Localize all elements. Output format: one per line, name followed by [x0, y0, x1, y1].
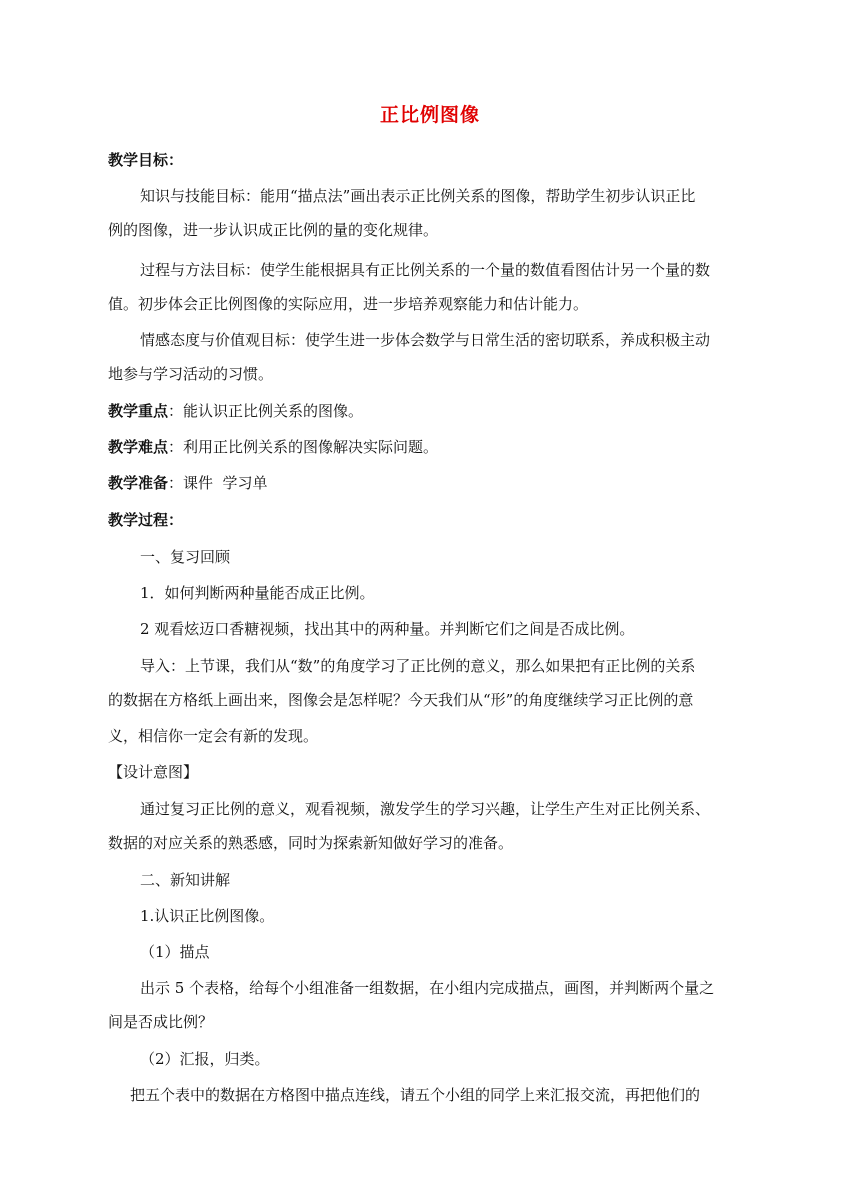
plot-line1: 出示 5 个表格，给每个小组准备一组数据，在小组内完成描点，画图，并判断两个量之 — [140, 979, 715, 997]
intro-line3: 义，相信你一定会有新的发现。 — [108, 727, 319, 745]
prep-line — [108, 466, 758, 500]
review-item-1: 1．如何判断两种量能否成正比例。 — [140, 584, 375, 602]
process-heading: 教学过程： — [108, 511, 184, 529]
new-item-1: 1.认识正比例图像。 — [140, 907, 275, 925]
new-heading: 二、新知讲解 — [140, 871, 231, 889]
plot-line2: 间是否成比例？ — [108, 1013, 214, 1031]
goal2-line1: 过程与方法目标：使学生能根据具有正比例关系的一个量的数值看图估计另一个量的数 — [140, 261, 711, 279]
intro-line2: 的数据在方格纸上画出来，图像会是怎样呢？今天我们从“形”的角度继续学习正比例的意 — [108, 691, 694, 709]
goal3-line2: 地参与学习活动的习惯。 — [108, 365, 274, 383]
design-line1: 通过复习正比例的意义，观看视频，激发学生的学习兴趣，让学生产生对正比例关系、 — [140, 800, 711, 818]
prep-label: 教学准备 — [108, 474, 169, 492]
new-sub-1: （1）描点 — [140, 943, 210, 961]
intro-line1: 导入：上节课，我们从“数”的角度学习了正比例的意义，那么如果把有正比例的关系 — [140, 657, 696, 675]
report-line1: 把五个表中的数据在方格图中描点连线，请五个小组的同学上来汇报交流，再把他们的 — [130, 1086, 701, 1104]
focus-label: 教学重点 — [108, 402, 169, 420]
focus-text: ：能认识正比例关系的图像。 — [168, 402, 364, 420]
difficulty-text: ：利用正比例关系的图像解决实际问题。 — [168, 438, 439, 456]
focus-line — [108, 394, 758, 428]
review-item-2: 2 观看炫迈口香糖视频，找出其中的两种量。并判断它们之间是否成比例。 — [140, 620, 635, 638]
design-heading: 【设计意图】 — [108, 763, 199, 781]
document-title: 正比例图像 — [379, 104, 480, 126]
design-line2: 数据的对应关系的熟悉感，同时为探索新知做好学习的准备。 — [108, 834, 514, 852]
goal1-line2: 例的图像，进一步认识成正比例的量的变化规律。 — [108, 221, 439, 239]
goal1-line1: 知识与技能目标：能用“描点法”画出表示正比例关系的图像，帮助学生初步认识正比 — [140, 187, 696, 205]
new-sub-2: （2）汇报，归类。 — [140, 1050, 270, 1068]
prep-text: ：课件 学习单 — [168, 474, 268, 492]
review-heading: 一、复习回顾 — [140, 548, 231, 566]
goals-heading: 教学目标： — [108, 151, 184, 169]
goal2-line2: 值。初步体会正比例图像的实际应用，进一步培养观察能力和估计能力。 — [108, 295, 589, 313]
goal3-line1: 情感态度与价值观目标：使学生进一步体会数学与日常生活的密切联系，养成积极主动 — [140, 331, 711, 349]
difficulty-label: 教学难点 — [108, 438, 169, 456]
difficulty-line — [108, 430, 758, 464]
